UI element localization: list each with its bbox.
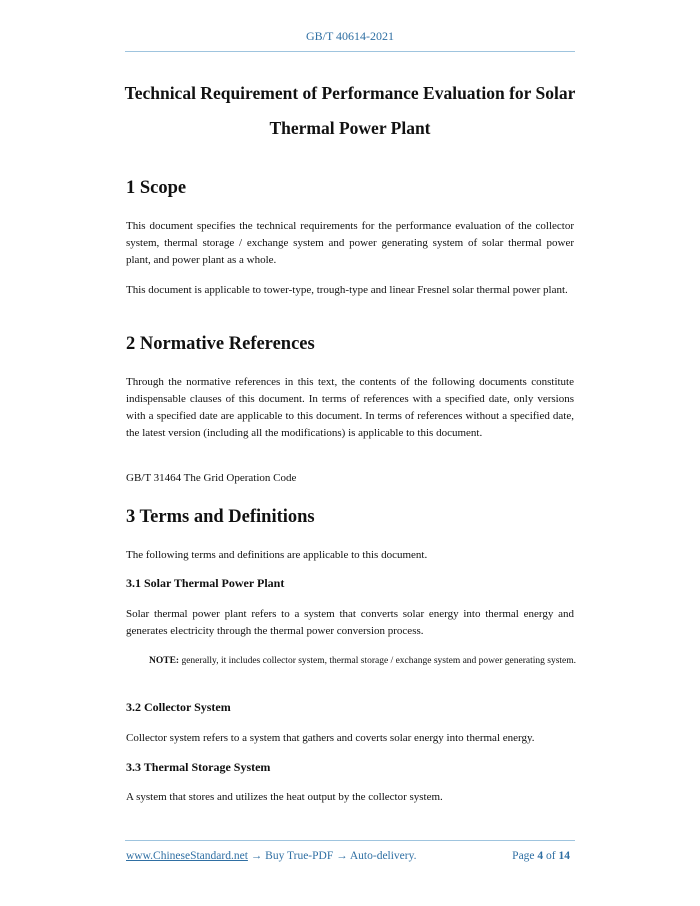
note-label: NOTE: bbox=[149, 656, 180, 666]
page-current: 4 bbox=[537, 850, 544, 862]
term-3-1-body: Solar thermal power plant refers to a system that converts solar energy into thermal energy and generates electricity through the thermal power conversion process. bbox=[126, 608, 574, 637]
page-indicator bbox=[512, 850, 570, 862]
section-scope-heading: 1 Scope bbox=[126, 178, 187, 198]
site-link[interactable]: www.ChineseStandard.net bbox=[126, 850, 248, 862]
document-code: GB/T 40614-2021 bbox=[305, 29, 395, 43]
auto-delivery-text: Auto-delivery. bbox=[349, 850, 417, 862]
buy-true-pdf-link[interactable]: Buy True-PDF bbox=[265, 850, 334, 862]
page-total: 14 bbox=[558, 850, 570, 862]
normative-reference-item: GB/T 31464 The Grid Operation Code bbox=[126, 472, 297, 484]
normative-paragraph-1: Through the normative references in this text, the contents of the following documents constitute indispensable clauses of this document. In terms of references with a specified date, only versions with a specified date are applicable to this document. In terms of references without a specified date, the latest version (including all the modifications) is applicable to this document. bbox=[126, 376, 574, 439]
note-text: generally, it includes collector system, thermal storage / exchange system and power generating system. bbox=[181, 656, 577, 666]
term-3-2-heading: 3.2 Collector System bbox=[126, 700, 231, 714]
footer-divider bbox=[125, 840, 575, 841]
section-normative-heading: 2 Normative References bbox=[126, 334, 315, 354]
terms-intro: The following terms and definitions are applicable to this document. bbox=[126, 549, 428, 561]
term-3-1-note bbox=[149, 653, 612, 670]
section-terms-heading: 3 Terms and Definitions bbox=[126, 507, 315, 527]
term-3-1-heading: 3.1 Solar Thermal Power Plant bbox=[126, 576, 285, 590]
footer-links bbox=[126, 850, 417, 862]
document-title: Technical Requirement of Performance Evaluation for Solar Thermal Power Plant bbox=[124, 83, 576, 138]
scope-paragraph-2: This document is applicable to tower-type, trough-type and linear Fresnel solar thermal power plant. bbox=[126, 284, 568, 296]
page-label: Page bbox=[512, 850, 535, 862]
term-3-3-heading: 3.3 Thermal Storage System bbox=[126, 760, 271, 774]
scope-paragraph-1: This document specifies the technical requirements for the performance evaluation of the collector system, thermal storage / exchange system and power generating system of solar thermal power plant, and power plant as a whole. bbox=[126, 220, 574, 266]
term-3-2-body: Collector system refers to a system that gathers and coverts solar energy into thermal energy. bbox=[126, 732, 535, 744]
arrow-right-icon: → bbox=[336, 850, 348, 862]
term-3-3-body: A system that stores and utilizes the heat output by the collector system. bbox=[126, 791, 443, 803]
arrow-right-icon: → bbox=[250, 850, 263, 862]
page-of: of bbox=[546, 850, 556, 862]
header-divider bbox=[125, 51, 575, 52]
